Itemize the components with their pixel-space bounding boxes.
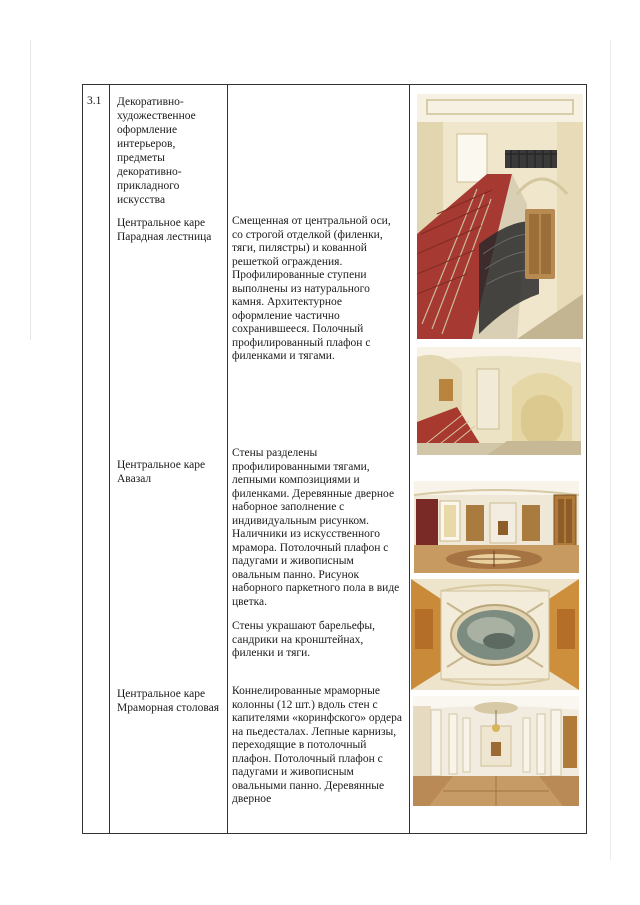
staircase-landing-photo (417, 347, 581, 455)
scan-edge (30, 40, 31, 340)
table-divider (409, 85, 410, 833)
room-description-marble-dining: Коннелированные мраморные колонны (12 шт.) вдоль стен с капителями «коринфского» ордера на пьедесталах. Лепные карнизы, переходящие в потолочный плафон. Потолочный плафон с падугами и живописным овальными панно. Деревянные дверное (232, 685, 402, 805)
room-name-staircase: Центральное каре Парадная лестница (117, 217, 212, 243)
section-number: 3.1 (87, 95, 102, 107)
avazal-ceiling-photo (411, 579, 579, 690)
room-description-avazal-extra: Стены украшают барельефы, сандрики на кронштейнах, филенки и тяги. (232, 620, 375, 659)
staircase-photo (417, 94, 583, 339)
room-description-avazal: Стены разделены профилированными тягами, лепными композициями и филенками. Деревянные дверное наборное заполнение с индивидуальным рисунком. Наличники из искусственного мрамора. Потолочный плафон с падугами и живописным овальным панно. Рисунок наборного паркетного пола в виде цветка. (232, 447, 400, 608)
room-description-staircase: Смещенная от центральной оси, со строгой отделкой (филенки, тяги, пилястры) и кованной решеткой ограждения. Профилированные ступени выполнены из натурального камня. Архитектурное оформление частично сохранившееся. Полочный профилированный плафон с филенками и тягами. (232, 215, 391, 362)
interior-table (82, 84, 587, 834)
marble-dining-photo (413, 696, 579, 806)
table-divider (227, 85, 228, 833)
room-name-marble-dining: Центральное каре Мраморная столовая (117, 688, 220, 714)
table-divider (109, 85, 110, 833)
scan-edge (610, 40, 611, 860)
section-title: Декоративно- художественное оформление интерьеров, предметы декоративно- прикладного искусства (117, 96, 196, 206)
avazal-hall-photo (414, 481, 579, 573)
room-name-avazal: Центральное каре Авазал (117, 459, 206, 485)
